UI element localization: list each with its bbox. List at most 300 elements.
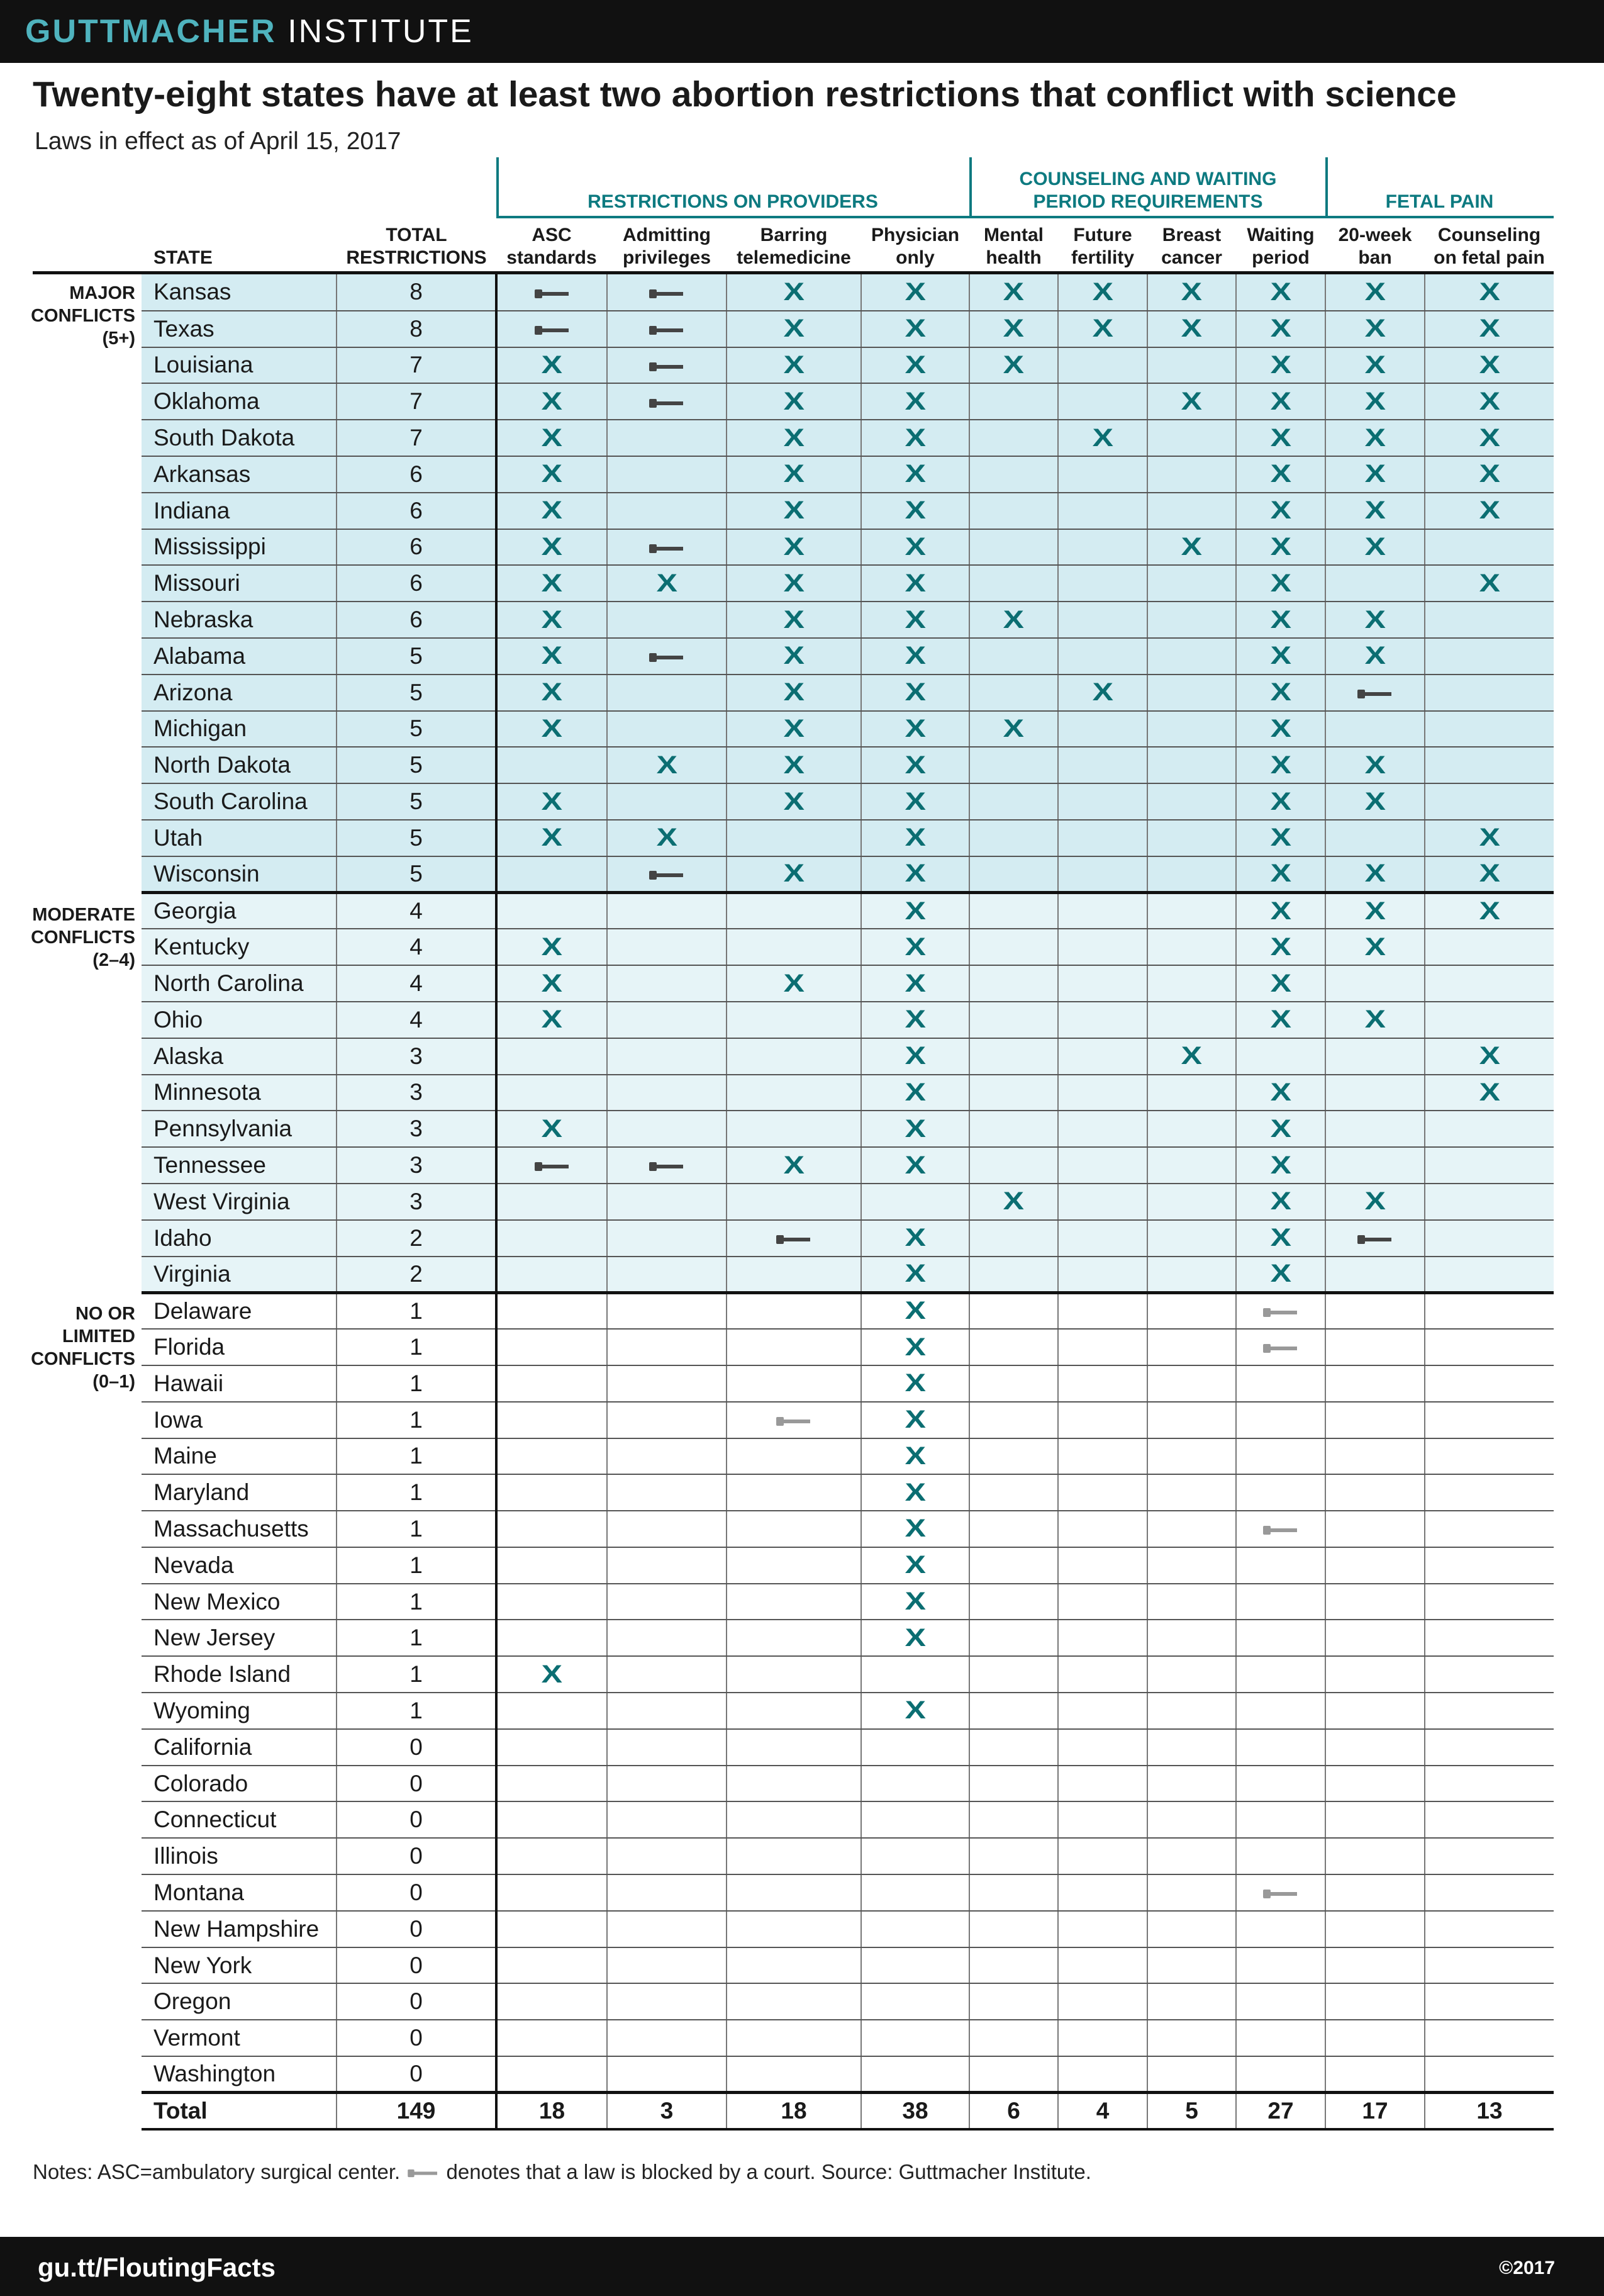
restriction-cell — [969, 783, 1058, 820]
law-in-effect-mark: X — [1003, 605, 1025, 634]
law-in-effect-mark: X — [541, 605, 563, 634]
restriction-cell — [1147, 1511, 1236, 1547]
restriction-cell — [1058, 2056, 1147, 2093]
column-header-restriction: Physician only — [871, 225, 960, 268]
restriction-cell — [969, 383, 1058, 420]
restriction-cell — [607, 493, 727, 529]
law-in-effect-mark: X — [1364, 605, 1386, 634]
restriction-cell — [727, 638, 861, 675]
restriction-cell — [861, 1292, 969, 1329]
restriction-cell — [1058, 1002, 1147, 1038]
blocked-gavel-icon — [648, 284, 686, 303]
restriction-cell — [1425, 1402, 1554, 1438]
restriction-cell — [607, 1547, 727, 1584]
restriction-cell — [969, 1801, 1058, 1838]
page-title: Twenty-eight states have at least two abortion restrictions that conflict with science — [33, 74, 1457, 115]
restriction-cell — [1425, 638, 1554, 675]
restriction-cell — [1325, 1656, 1425, 1693]
restriction-cell — [1236, 929, 1325, 965]
state-name: Arkansas — [142, 456, 337, 493]
restriction-cell — [969, 347, 1058, 384]
restriction-cell — [727, 1620, 861, 1656]
restriction-cell — [1236, 1365, 1325, 1402]
state-name: Oregon — [142, 1983, 337, 2020]
restriction-cell — [727, 1729, 861, 1766]
law-in-effect-mark: X — [1270, 1224, 1291, 1252]
total-restrictions: 1 — [337, 1474, 496, 1511]
restriction-cell — [496, 893, 607, 929]
law-in-effect-mark: X — [1270, 315, 1291, 343]
group-label-counseling: COUNSELING AND WAITING PERIOD REQUIREMENTS — [1019, 169, 1277, 212]
restriction-cell — [496, 638, 607, 675]
restriction-cell — [1147, 1257, 1236, 1293]
law-in-effect-mark: X — [541, 387, 563, 415]
restriction-cell — [1058, 1620, 1147, 1656]
law-in-effect-mark: X — [783, 277, 805, 306]
law-in-effect-mark: X — [905, 1551, 926, 1579]
restriction-cell — [727, 1292, 861, 1329]
law-in-effect-mark: X — [1270, 1260, 1291, 1288]
restriction-cell — [1236, 1584, 1325, 1620]
restriction-cell — [1236, 893, 1325, 929]
restriction-cell — [1058, 2020, 1147, 2056]
restriction-cell — [496, 1620, 607, 1656]
law-in-effect-mark: X — [656, 751, 677, 779]
law-in-effect-mark: X — [541, 1660, 563, 1688]
total-restrictions: 7 — [337, 420, 496, 456]
column-group-headers — [0, 157, 1604, 217]
restriction-cell — [1058, 1766, 1147, 1802]
restriction-cell — [1425, 1329, 1554, 1365]
total-restrictions: 0 — [337, 1911, 496, 1947]
law-in-effect-mark: X — [1479, 496, 1500, 525]
law-in-effect-mark: X — [783, 605, 805, 634]
restriction-cell — [1058, 311, 1147, 347]
restriction-cell — [727, 529, 861, 566]
restriction-cell — [1147, 1801, 1236, 1838]
restriction-cell — [1425, 420, 1554, 456]
restriction-cell — [1325, 565, 1425, 602]
table-row — [142, 856, 1554, 893]
law-in-effect-mark: X — [905, 1042, 926, 1070]
table-row — [142, 1038, 1554, 1075]
restriction-cell — [1425, 1838, 1554, 1874]
restriction-cell — [1147, 1402, 1236, 1438]
restriction-cell — [1147, 965, 1236, 1002]
restriction-cell — [1058, 1874, 1147, 1911]
total-restrictions: 0 — [337, 2020, 496, 2056]
state-name: Connecticut — [142, 1801, 337, 1838]
restriction-cell — [861, 2056, 969, 2093]
restriction-cell — [607, 1801, 727, 1838]
restriction-cell — [496, 1838, 607, 1874]
restriction-cell — [861, 420, 969, 456]
restriction-cell — [861, 929, 969, 965]
restriction-cell — [1236, 1838, 1325, 1874]
restriction-cell — [727, 1838, 861, 1874]
law-in-effect-mark: X — [1092, 423, 1113, 452]
restriction-cell — [969, 1038, 1058, 1075]
law-in-effect-mark: X — [1479, 277, 1500, 306]
restriction-cell — [1147, 1947, 1236, 1984]
law-in-effect-mark: X — [783, 387, 805, 415]
total-restrictions: 0 — [337, 1947, 496, 1984]
column-total: 18 — [496, 2093, 607, 2129]
law-in-effect-mark: X — [1479, 315, 1500, 343]
restriction-cell — [1236, 747, 1325, 783]
law-in-effect-mark: X — [541, 532, 563, 561]
state-name: Florida — [142, 1329, 337, 1365]
law-in-effect-mark: X — [1270, 1005, 1291, 1034]
restriction-cell — [969, 1511, 1058, 1547]
table-row — [142, 675, 1554, 711]
restriction-cell — [1325, 1474, 1425, 1511]
restriction-cell — [1147, 1220, 1236, 1257]
table-row — [142, 529, 1554, 566]
table-row — [142, 1438, 1554, 1475]
restriction-cell — [1147, 1620, 1236, 1656]
table-row — [142, 711, 1554, 748]
restriction-cell — [1236, 1292, 1325, 1329]
restriction-cell — [1058, 1547, 1147, 1584]
law-in-effect-mark: X — [1364, 897, 1386, 925]
restriction-cell — [1325, 747, 1425, 783]
restriction-cell — [1058, 1911, 1147, 1947]
restriction-cell — [607, 1511, 727, 1547]
law-in-effect-mark: X — [1364, 860, 1386, 888]
restriction-cell — [1058, 1038, 1147, 1075]
column-total: 6 — [969, 2093, 1058, 2129]
restriction-cell — [496, 1911, 607, 1947]
state-name: South Carolina — [142, 783, 337, 820]
restriction-cell — [1236, 1620, 1325, 1656]
restriction-cell — [861, 1547, 969, 1584]
law-in-effect-mark: X — [1479, 387, 1500, 415]
table-row — [142, 1729, 1554, 1766]
state-name: Delaware — [142, 1292, 337, 1329]
total-restrictions: 5 — [337, 856, 496, 893]
restriction-cell — [727, 856, 861, 893]
restriction-cell — [496, 675, 607, 711]
restriction-cell — [1425, 711, 1554, 748]
restriction-cell — [969, 1838, 1058, 1874]
restriction-cell — [727, 1365, 861, 1402]
restriction-cell — [1147, 1729, 1236, 1766]
restriction-cell — [1236, 1656, 1325, 1693]
state-name: Utah — [142, 820, 337, 856]
law-in-effect-mark: X — [1270, 714, 1291, 742]
restriction-cell — [861, 1911, 969, 1947]
restriction-cell — [727, 420, 861, 456]
restriction-cell — [861, 1474, 969, 1511]
state-name: South Dakota — [142, 420, 337, 456]
restriction-cell — [496, 1511, 607, 1547]
total-restrictions: 3 — [337, 1184, 496, 1220]
table-row — [142, 383, 1554, 420]
restriction-cell — [607, 711, 727, 748]
law-in-effect-mark: X — [905, 1369, 926, 1397]
restriction-cell — [607, 1983, 727, 2020]
law-in-effect-mark: X — [1092, 678, 1113, 707]
law-in-effect-mark: X — [1003, 1187, 1025, 1216]
restriction-cell — [861, 1801, 969, 1838]
law-in-effect-mark: X — [541, 496, 563, 525]
restriction-cell — [496, 602, 607, 638]
restriction-cell — [1325, 1111, 1425, 1147]
state-name: Colorado — [142, 1766, 337, 1802]
total-restrictions: 5 — [337, 820, 496, 856]
restriction-cell — [861, 1402, 969, 1438]
law-in-effect-mark: X — [905, 1623, 926, 1652]
law-in-effect-mark: X — [1364, 751, 1386, 779]
restriction-cell — [1058, 456, 1147, 493]
law-in-effect-mark: X — [783, 751, 805, 779]
blocked-gavel-icon — [1262, 1521, 1300, 1540]
restriction-cell — [1058, 1656, 1147, 1693]
restriction-cell — [607, 565, 727, 602]
law-in-effect-mark: X — [905, 387, 926, 415]
restriction-cell — [1058, 602, 1147, 638]
restriction-cell — [1325, 675, 1425, 711]
restriction-cell — [496, 1184, 607, 1220]
law-in-effect-mark: X — [1270, 1078, 1291, 1106]
restriction-cell — [1058, 1402, 1147, 1438]
column-total: 18 — [727, 2093, 861, 2129]
law-in-effect-mark: X — [905, 1588, 926, 1616]
state-name: North Dakota — [142, 747, 337, 783]
law-in-effect-mark: X — [1270, 423, 1291, 452]
brand-name-bold: GUTTMACHER — [25, 13, 277, 50]
restriction-cell — [1425, 2020, 1554, 2056]
restriction-cell — [969, 747, 1058, 783]
restriction-cell — [969, 1220, 1058, 1257]
restriction-cell — [496, 1402, 607, 1438]
restriction-cell — [1325, 1002, 1425, 1038]
restriction-cell — [1058, 675, 1147, 711]
state-name: Vermont — [142, 2020, 337, 2056]
restriction-cell — [607, 783, 727, 820]
restriction-cell — [861, 1220, 969, 1257]
law-in-effect-mark: X — [1479, 460, 1500, 488]
total-restrictions: 0 — [337, 1838, 496, 1874]
table-row — [142, 1111, 1554, 1147]
state-name: Louisiana — [142, 347, 337, 384]
restriction-cell — [969, 1911, 1058, 1947]
restriction-cell — [1425, 493, 1554, 529]
state-name: New Mexico — [142, 1584, 337, 1620]
law-in-effect-mark: X — [1364, 1005, 1386, 1034]
restriction-cell — [607, 747, 727, 783]
restriction-cell — [607, 1656, 727, 1693]
restriction-cell — [1325, 311, 1425, 347]
state-name: Wisconsin — [142, 856, 337, 893]
column-header-state: STATE — [153, 247, 213, 268]
law-in-effect-mark: X — [1270, 277, 1291, 306]
total-restrictions: 3 — [337, 1111, 496, 1147]
law-in-effect-mark: X — [905, 1151, 926, 1179]
table-row — [142, 783, 1554, 820]
restriction-cell — [496, 1147, 607, 1184]
restriction-cell — [1325, 1620, 1425, 1656]
restriction-cell — [607, 1147, 727, 1184]
restriction-cell — [1325, 493, 1425, 529]
state-name: Maryland — [142, 1474, 337, 1511]
state-name: Georgia — [142, 893, 337, 929]
restriction-cell — [969, 856, 1058, 893]
restriction-cell — [861, 565, 969, 602]
restriction-cell — [727, 1257, 861, 1293]
restriction-cell — [1236, 1947, 1325, 1984]
restriction-cell — [1147, 1184, 1236, 1220]
total-restrictions: 4 — [337, 893, 496, 929]
restriction-cell — [1147, 1838, 1236, 1874]
restriction-cell — [861, 493, 969, 529]
blocked-gavel-icon — [648, 394, 686, 413]
state-name: Massachusetts — [142, 1511, 337, 1547]
restriction-cell — [861, 675, 969, 711]
law-in-effect-mark: X — [905, 277, 926, 306]
restriction-cell — [607, 675, 727, 711]
restriction-cell — [607, 420, 727, 456]
table-row — [142, 1329, 1554, 1365]
restriction-cell — [969, 1329, 1058, 1365]
restriction-cell — [1425, 1584, 1554, 1620]
blocked-gavel-icon — [533, 321, 571, 340]
restriction-cell — [1236, 1801, 1325, 1838]
restriction-cell — [727, 1002, 861, 1038]
restriction-cell — [1147, 383, 1236, 420]
restriction-cell — [969, 602, 1058, 638]
restriction-cell — [969, 711, 1058, 748]
table-row — [142, 965, 1554, 1002]
restriction-cell — [1058, 1438, 1147, 1475]
restriction-cell — [1425, 1620, 1554, 1656]
restriction-cell — [1425, 675, 1554, 711]
restriction-cell — [727, 1184, 861, 1220]
restriction-cell — [861, 1983, 969, 2020]
table-row — [142, 1766, 1554, 1802]
restriction-cell — [1325, 602, 1425, 638]
restriction-cell — [496, 1729, 607, 1766]
restriction-cell — [496, 565, 607, 602]
restriction-cell — [1058, 383, 1147, 420]
law-in-effect-mark: X — [1364, 277, 1386, 306]
restriction-cell — [1425, 1038, 1554, 1075]
blocked-gavel-icon — [648, 539, 686, 558]
restriction-cell — [727, 1911, 861, 1947]
column-header-restriction: Mental health — [983, 225, 1044, 268]
table-row — [142, 1257, 1554, 1293]
restriction-cell — [727, 1111, 861, 1147]
law-in-effect-mark: X — [541, 932, 563, 961]
restriction-cell — [1236, 1874, 1325, 1911]
law-in-effect-mark: X — [1479, 569, 1500, 597]
state-name: California — [142, 1729, 337, 1766]
restriction-cell — [1325, 1584, 1425, 1620]
restriction-cell — [1425, 1656, 1554, 1693]
law-in-effect-mark: X — [905, 1224, 926, 1252]
restriction-cell — [1325, 1438, 1425, 1475]
law-in-effect-mark: X — [905, 1260, 926, 1288]
state-name: Iowa — [142, 1402, 337, 1438]
law-in-effect-mark: X — [783, 714, 805, 742]
total-restrictions: 5 — [337, 638, 496, 675]
restriction-cell — [1236, 711, 1325, 748]
restriction-cell — [1147, 1292, 1236, 1329]
restriction-cell — [496, 1947, 607, 1984]
total-restrictions: 3 — [337, 1147, 496, 1184]
law-in-effect-mark: X — [905, 678, 926, 707]
restriction-cell — [1236, 1766, 1325, 1802]
restriction-cell — [727, 1874, 861, 1911]
blocked-gavel-icon — [1356, 685, 1394, 703]
law-in-effect-mark: X — [905, 496, 926, 525]
restriction-cell — [1147, 1983, 1236, 2020]
law-in-effect-mark: X — [1270, 751, 1291, 779]
law-in-effect-mark: X — [905, 350, 926, 379]
restriction-cell — [727, 820, 861, 856]
restriction-cell — [496, 1438, 607, 1475]
state-name: Tennessee — [142, 1147, 337, 1184]
table-row — [142, 1402, 1554, 1438]
restriction-cell — [1147, 929, 1236, 965]
restriction-cell — [1147, 1874, 1236, 1911]
restriction-cell — [607, 529, 727, 566]
law-in-effect-mark: X — [541, 460, 563, 488]
table-row — [142, 1838, 1554, 1874]
restriction-cell — [1325, 1911, 1425, 1947]
restriction-cell — [1236, 1329, 1325, 1365]
restriction-cell — [1058, 1075, 1147, 1111]
column-header-restriction: Counseling on fetal pain — [1434, 225, 1545, 268]
table-row — [142, 1075, 1554, 1111]
law-in-effect-mark: X — [905, 897, 926, 925]
state-name: Missouri — [142, 565, 337, 602]
restriction-cell — [607, 1874, 727, 1911]
law-in-effect-mark: X — [905, 642, 926, 670]
state-name: Nebraska — [142, 602, 337, 638]
restriction-cell — [1325, 1402, 1425, 1438]
law-in-effect-mark: X — [905, 1696, 926, 1725]
state-name: Michigan — [142, 711, 337, 748]
restriction-cell — [1425, 893, 1554, 929]
restriction-cell — [1147, 529, 1236, 566]
restriction-cell — [1425, 1147, 1554, 1184]
restriction-cell — [1425, 1729, 1554, 1766]
restriction-cell — [1147, 1365, 1236, 1402]
restriction-cell — [607, 965, 727, 1002]
state-name: Montana — [142, 1874, 337, 1911]
law-in-effect-mark: X — [1364, 496, 1386, 525]
restriction-cell — [607, 1329, 727, 1365]
restriction-cell — [969, 1547, 1058, 1584]
column-header-restriction: 20-week ban — [1338, 225, 1412, 268]
restriction-cell — [1325, 1184, 1425, 1220]
restriction-cell — [1425, 1111, 1554, 1147]
restriction-cell — [1325, 893, 1425, 929]
restriction-cell — [607, 1402, 727, 1438]
law-in-effect-mark: X — [783, 860, 805, 888]
restriction-cell — [607, 274, 727, 311]
restriction-cell — [607, 1584, 727, 1620]
restriction-cell — [1236, 1038, 1325, 1075]
restriction-cell — [727, 1511, 861, 1547]
total-restrictions: 1 — [337, 1656, 496, 1693]
restriction-cell — [969, 1111, 1058, 1147]
total-restrictions: 1 — [337, 1402, 496, 1438]
footer-copyright: ©2017 — [1499, 2258, 1555, 2278]
table-row — [142, 1874, 1554, 1911]
